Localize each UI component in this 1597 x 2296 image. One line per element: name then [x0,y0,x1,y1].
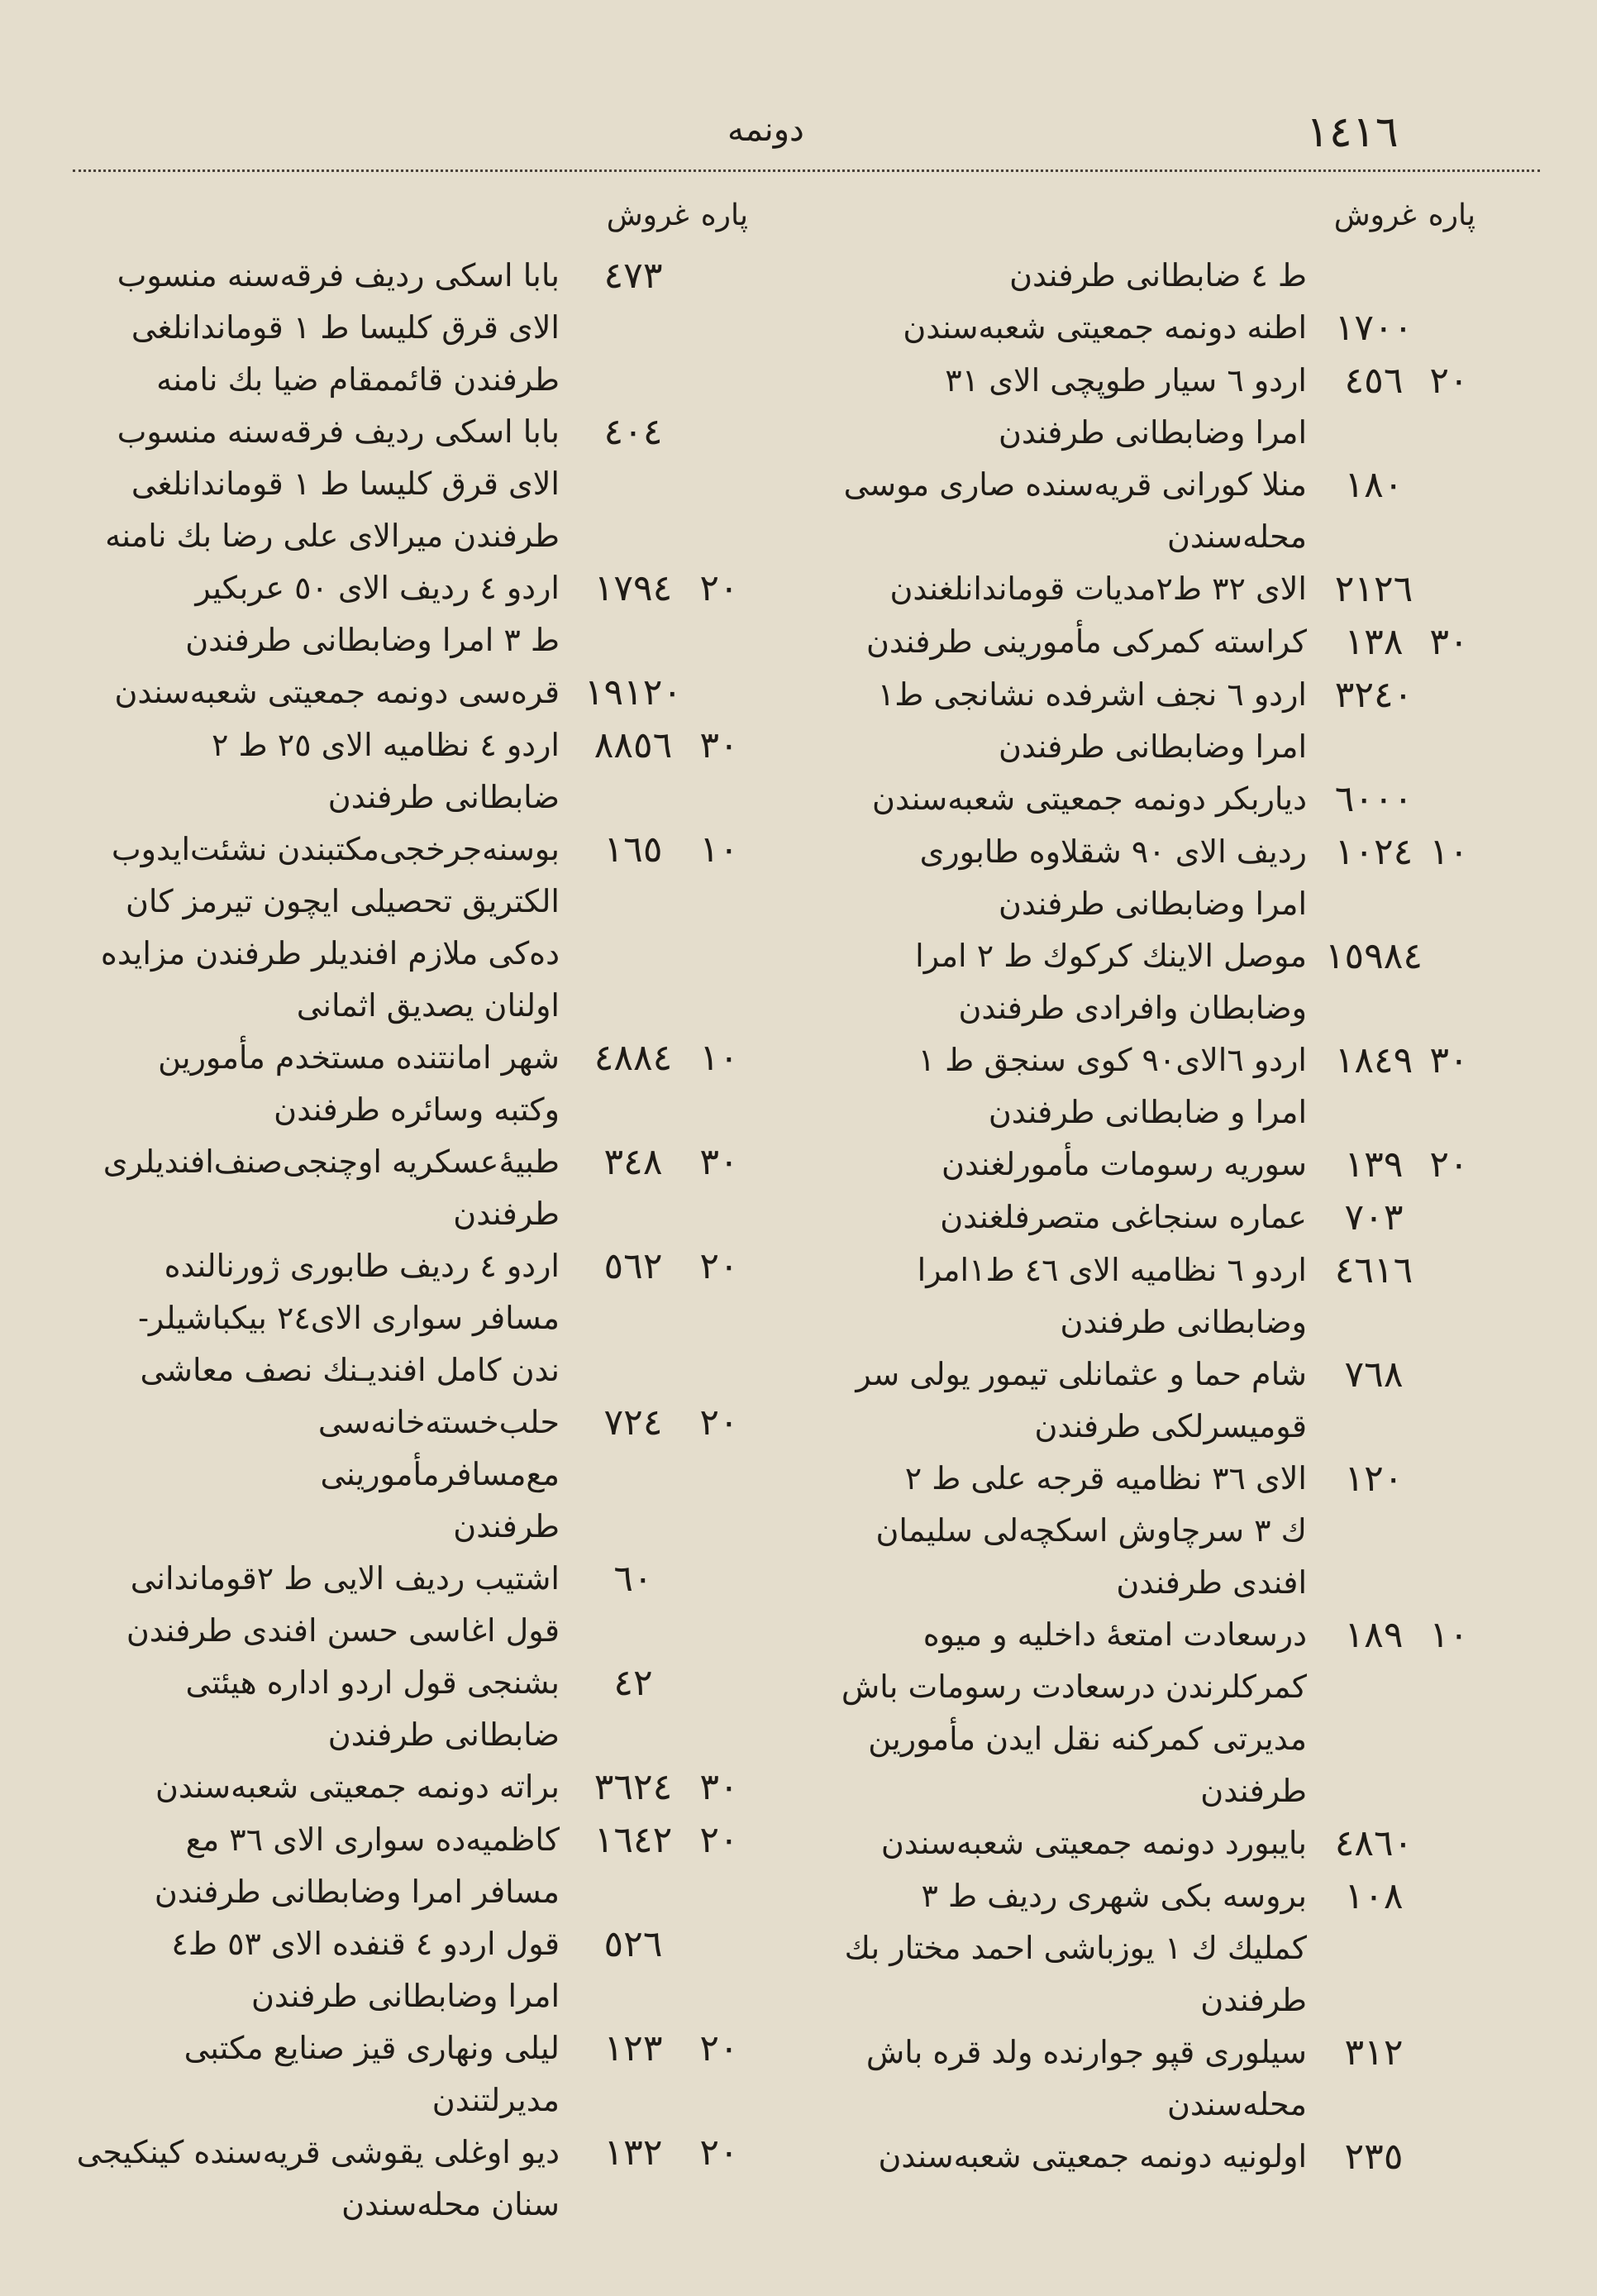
entry-ghurush-amount: ١٣٨ [1344,621,1404,663]
entry-ghurush-amount: ٦٠ [613,1558,653,1600]
entry-description: بروسه بكى شهرى رديف ط ٣ كمليك ك ١ يوزباشى احمد مختار بك طرفندن [844,1878,1307,2018]
ledger-entry [74,1814,748,1918]
entry-description: قول اردو ٤ قنفده الاى ٥٣ ط٤ امرا وضابطانى طرفندن [171,1926,560,2014]
ledger-entry [74,1032,748,1136]
entry-description: موصل الاينك كركوك ط ٢ امرا وضابطان وافرادى طرفندن [915,938,1307,1026]
ledger-entry [814,1138,1475,1191]
ledger-entry [74,1761,748,1814]
ledger-entry [74,1657,748,1761]
ledger-entry [74,406,748,562]
entry-ghurush-amount: ٣٢٤٠ [1334,674,1413,716]
entry-ghurush-amount: ٥٦٢ [603,1245,663,1287]
entry-description: سيلورى قپو جوارنده ولد قره باش محله‌سندن [865,2034,1307,2122]
ledger-entry [74,2022,748,2127]
entry-ghurush-amount: ٨٨٥٦ [594,724,673,766]
entry-ghurush-amount: ٥٢٦ [603,1923,663,1965]
ledger-entry [814,459,1475,563]
entry-para-amount: ٢٠ [699,1401,739,1444]
ledger-entry [814,1191,1475,1244]
entry-description: بوسنه‌جرخجى‌مكتبندن نشئت‌ايدوب الكتريق تحصيلى ايچون تيرمز كان ده‌كى ملازم افنديلر طرفندن مزايده اولنان يصديق اثمانى [100,831,560,1024]
entry-description: اردو ٦الاى٩٠ كوى سنجق ط ١ امرا و ضابطانى طرفندن [918,1042,1307,1130]
entry-description: شهر امانتنده مستخدم مأمورين وكتبه وسائره طرفندن [158,1039,560,1128]
entry-para-amount: ١٠ [1429,831,1469,873]
ledger-entry [814,1348,1475,1453]
entry-para-amount: ٣٠ [1429,621,1469,663]
entry-ghurush-amount: ٢١٢٦ [1334,568,1413,610]
entry-description: اولونيه دونمه جمعيتى شعبه‌سندن [878,2138,1307,2174]
ledger-entry [74,250,748,406]
entry-description: عماره سنجاغى متصرفلغندن [940,1199,1307,1235]
entry-description: اردو ٤ رديف الاى ٥٠ عربكير ط ٣ امرا وضابطانى طرفندن [185,570,560,658]
ledger-entry [814,616,1475,669]
entry-para-amount: ٢٠ [1429,1143,1469,1186]
entry-para-amount: ٢٠ [699,2027,739,2069]
ledger-entry [814,1453,1475,1609]
entry-para-amount: ٢٠ [699,567,739,609]
left-entries [74,250,748,2231]
ledger-entry [814,1244,1475,1348]
entry-ghurush-amount: ١٠٢٤ [1334,831,1413,873]
ledger-entry [814,1817,1475,1870]
entry-ghurush-amount: ٤٨٦٠ [1334,1822,1413,1864]
entry-ghurush-amount: ٧٠٣ [1344,1196,1404,1239]
entry-description: اردو ٦ سيار طوپچى الاى ٣١ امرا وضابطانى طرفندن [945,362,1307,451]
entry-ghurush-amount: ٢٣٥ [1344,2136,1404,2178]
ledger-entry [74,1918,748,2022]
entry-description: شام حما و عثمانلى تيمور يولى سر قوميسرلكى طرفندن [856,1356,1307,1444]
entry-description: طبيهٔ‌عسكريه اوچنجى‌صنف‌افنديلرى طرفندن [102,1143,560,1232]
entry-description: اردو ٤ نظاميه الاى ٢٥ ط ٢ ضابطانى طرفندن [212,727,560,815]
entry-description: ط ٤ ضابطانى طرفندن [1009,257,1307,294]
entry-ghurush-amount: ٤٢ [613,1662,653,1704]
ledger-entry [814,669,1475,773]
left-column [74,198,748,2231]
entry-ghurush-amount: ٧٢٤ [603,1401,663,1444]
entry-ghurush-amount: ١٠٨ [1344,1875,1404,1917]
ledger-entry [814,2131,1475,2184]
entry-description: دياربكر دونمه جمعيتى شعبه‌سندن [872,780,1307,817]
entry-description: بابا اسكى رديف فرقه‌سنه منسوب الاى قرق كليسا ط ١ قوماندانلغى طرفندن قائممقام ضيا بك نامنه [117,257,560,398]
page-header [0,107,1597,157]
entry-para-amount: ١٠ [699,1037,739,1079]
entry-description: ليلى ونهارى قيز صنايع مكتبى مديرلتندن [184,2030,560,2118]
ledger-entry [74,666,748,719]
entry-ghurush-amount: ٤٥٦ [1344,360,1404,402]
entry-description: براته دونمه جمعيتى شعبه‌سندن [155,1769,560,1805]
ledger-entry [74,1136,748,1240]
column-header [74,198,748,250]
entry-ghurush-amount: ١٢٠ [1344,1458,1404,1500]
ledger-entry [814,1609,1475,1817]
ledger-entry [814,826,1475,930]
entry-description: اشتيب رديف الايى ط ٢قوماندانى قول اغاسى حسن افندى طرفندن [126,1560,560,1649]
ledger-entry [74,823,748,1032]
entry-description: ديو اوغلى يقوشى قريه‌سنده كينكيجى سنان محله‌سندن [76,2134,560,2222]
ledger-entry [814,355,1475,459]
ledger-entry [814,250,1475,302]
ledger-entry [814,302,1475,355]
ledger-entry [814,930,1475,1034]
entry-description: بابا اسكى رديف فرقه‌سنه منسوب الاى قرق كليسا ط ١ قوماندانلغى طرفندن ميرالاى على رضا بك نامنه [105,413,560,554]
entry-para-amount: ١٠ [1429,1614,1469,1656]
entry-para-amount: ٣٠ [1429,1039,1469,1081]
entry-ghurush-amount: ٤٧٣ [603,255,663,297]
entry-ghurush-amount: ١٦٥ [603,828,663,871]
entry-ghurush-amount: ٤٠٤ [603,411,663,453]
entry-ghurush-amount: ١٢٣ [603,2027,663,2069]
running-title: دونمه [727,111,804,149]
entry-description: اردو ٤ رديف طابورى ژورنالنده مسافر سوارى الاى٢٤ بيكباشيلر- ندن كامل افنديـنك نصف معاشى [138,1248,560,1388]
entry-para-amount: ١٠ [699,828,739,871]
entry-description: الاى ٣٢ ط٢مديات قوماندانلغندن [889,570,1307,607]
entry-para-amount: ٢٠ [699,2131,739,2174]
column-header-ghurush: غروش [1333,198,1417,232]
entry-ghurush-amount: ١٣٩ [1344,1143,1404,1186]
right-entries [814,250,1475,2184]
entry-description: حلب‌خسته‌خانه‌سى مع‌مسافرمأمورينى طرفندن [317,1404,560,1544]
ledger-entry [74,1396,748,1553]
entry-para-amount: ٣٠ [699,1141,739,1183]
entry-description: سوريه رسومات مأمورلغندن [942,1146,1307,1182]
entry-ghurush-amount: ٧٦٨ [1344,1353,1404,1396]
ledger-entry [74,1240,748,1396]
header-divider [73,169,1540,172]
ledger-entry [74,1553,748,1657]
entry-ghurush-amount: ٣١٢ [1344,2031,1404,2074]
entry-ghurush-amount: ١٨٠ [1344,464,1404,506]
ledger-entry [814,2026,1475,2131]
entry-para-amount: ٢٠ [699,1245,739,1287]
right-column [814,198,1475,2184]
entry-description: الاى ٣٦ نظاميه قرجه على ط ٢ ك ٣ سرچاوش اسكچه‌لى سليمان افندى طرفندن [875,1460,1307,1601]
entry-description: كراسته كمركى مأمورينى طرفندن [865,623,1307,660]
entry-para-amount: ٣٠ [699,1766,739,1808]
entry-description: بشنجى قول اردو اداره هيئتى ضابطانى طرفندن [185,1664,560,1753]
entry-ghurush-amount: ١٥٩٨٤ [1324,935,1423,977]
entry-description: درسعادت امتعهٔ داخليه و ميوه كمركلرندن درسعادت رسومات باش مديرتى كمركنه نقل ايدن مأمورين طرفندن [841,1616,1307,1809]
page-number: ١٤١٦ [1306,107,1399,157]
entry-ghurush-amount: ١٣٢ [603,2131,663,2174]
entry-description: كاظميه‌ده سوارى الاى ٣٦ مع مسافر امرا وضابطانى طرفندن [154,1821,560,1910]
entry-ghurush-amount: ١٦٤٢ [594,1819,673,1861]
entry-para-amount: ٢٠ [1429,360,1469,402]
ledger-entry [814,563,1475,616]
column-header-para: پاره [700,198,748,232]
entry-ghurush-amount: ١٩١٢٠ [584,671,683,714]
entry-description: منلا كورانى قريه‌سنده صارى موسى محله‌سندن [843,466,1307,555]
column-header-ghurush: غروش [606,198,689,232]
entry-description: رديف الاى ٩٠ شقلاوه طابورى امرا وضابطانى طرفندن [919,833,1307,922]
entry-ghurush-amount: ١٧٠٠ [1334,307,1413,349]
entry-ghurush-amount: ٤٦١٦ [1334,1249,1413,1291]
entry-description: اردو ٦ نظاميه الاى ٤٦ ط١امرا وضابطانى طرفندن [917,1252,1307,1340]
entry-para-amount: ٣٠ [699,724,739,766]
column-header-para: پاره [1428,198,1475,232]
entry-ghurush-amount: ١٨٩ [1344,1614,1404,1656]
entry-ghurush-amount: ١٨٤٩ [1334,1039,1413,1081]
ledger-entry [814,1870,1475,2026]
entry-ghurush-amount: ٤٨٨٤ [594,1037,673,1079]
entry-para-amount: ٢٠ [699,1819,739,1861]
ledger-entry [74,719,748,823]
ledger-entry [814,773,1475,826]
entry-ghurush-amount: ٣٤٨ [603,1141,663,1183]
entry-description: اردو ٦ نجف اشرفده نشانجى ط١ امرا وضابطانى طرفندن [877,676,1307,765]
entry-ghurush-amount: ١٧٩٤ [594,567,673,609]
column-header [814,198,1475,250]
entry-ghurush-amount: ٣٦٢٤ [594,1766,673,1808]
entry-description: بايبورد دونمه جمعيتى شعبه‌سندن [880,1825,1307,1861]
entry-ghurush-amount: ٦٠٠٠ [1334,778,1413,820]
ledger-entry [74,562,748,666]
entry-description: اطنه دونمه جمعيتى شعبه‌سندن [903,309,1307,346]
ledger-entry [74,2127,748,2231]
entry-description: قرەسى دونمه جمعيتى شعبه‌سندن [114,674,560,710]
ledger-entry [814,1034,1475,1138]
